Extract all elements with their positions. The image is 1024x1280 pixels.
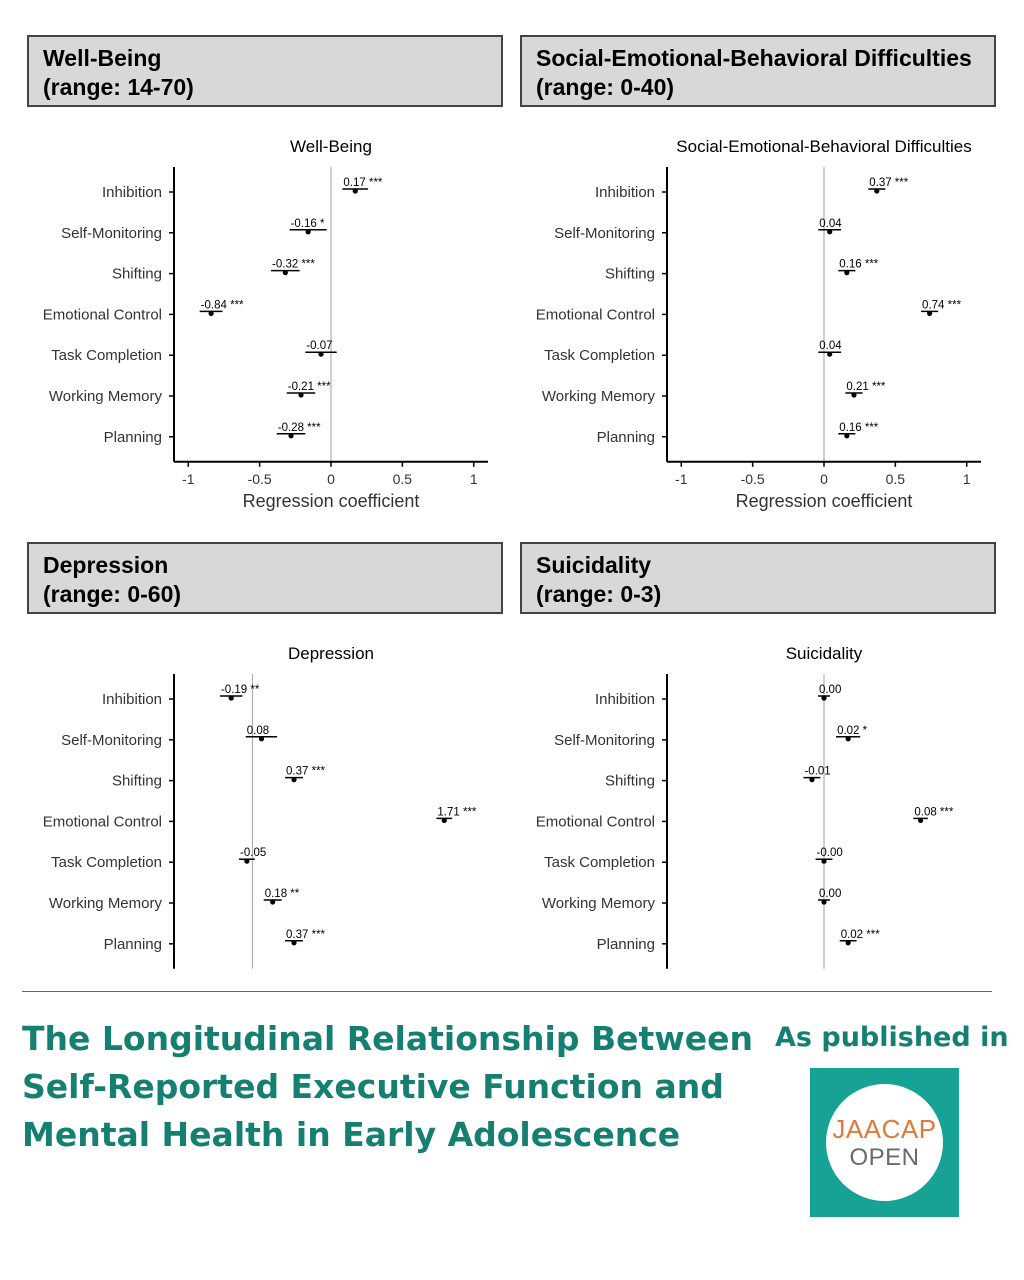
x-tick-label: 1 [469, 470, 478, 487]
data-point [298, 392, 303, 397]
article-title-line: Self-Reported Executive Function and [22, 1067, 724, 1106]
data-label: 0.08 *** [914, 806, 954, 819]
plot-title: Depression [288, 644, 374, 663]
data-label: -0.84 *** [200, 299, 244, 312]
data-label: 0.00 [818, 684, 842, 696]
data-label: 0.16 *** [839, 421, 879, 434]
x-tick-label: -1 [675, 470, 688, 487]
data-point [821, 899, 826, 904]
category-label: Self-Monitoring [61, 224, 162, 242]
category-label: Task Completion [51, 854, 162, 872]
data-point [821, 859, 826, 864]
panel-header-range: (range: 0-3) [536, 581, 662, 607]
data-point [353, 188, 358, 193]
x-tick-label: -0.5 [740, 470, 765, 487]
panel-header-suicidality [520, 542, 996, 614]
logo-text-jaacap: JAACAP [832, 1114, 937, 1144]
category-label: Inhibition [101, 691, 162, 708]
x-tick-label: 0 [327, 470, 335, 487]
data-label: 0.37 *** [286, 765, 326, 778]
category-label: Working Memory [541, 388, 655, 405]
category-label: Self-Monitoring [554, 731, 655, 749]
panel-header-sebd [520, 35, 996, 107]
category-label: Planning [103, 428, 162, 446]
data-point [442, 818, 447, 823]
x-tick-label: 1 [962, 470, 971, 487]
x-axis-label: Regression coefficient [242, 490, 420, 511]
category-label: Planning [596, 428, 655, 446]
logo-text-open: OPEN [849, 1144, 920, 1171]
data-label: 0.18 ** [264, 888, 300, 900]
data-point [259, 736, 264, 741]
data-label: -0.00 [816, 847, 843, 860]
data-label: 0.08 [246, 724, 270, 737]
data-label: -0.19 ** [220, 684, 260, 696]
panel-header-title: Social-Emotional-Behavioral Difficulties [536, 45, 972, 71]
category-label: Emotional Control [42, 306, 162, 324]
data-point [827, 229, 832, 234]
panel-header-title: Well-Being [43, 45, 162, 71]
data-label: 0.21 *** [846, 381, 886, 393]
data-label: 0.74 *** [922, 299, 962, 312]
data-label: 0.02 * [837, 724, 868, 737]
plot-title: Social-Emotional-Behavioral Difficulties [676, 137, 972, 156]
category-label: Shifting [604, 265, 655, 283]
x-tick-label: -0.5 [247, 470, 272, 487]
data-point [846, 940, 851, 945]
data-point [918, 818, 923, 823]
data-label: -0.32 *** [272, 258, 315, 271]
footer-divider [22, 991, 992, 992]
category-label: Planning [103, 935, 162, 953]
published-label: As published in [775, 1022, 1009, 1053]
data-point [318, 352, 323, 357]
category-label: Emotional Control [42, 813, 162, 831]
category-label: Task Completion [51, 347, 162, 365]
data-label: -0.05 [240, 847, 267, 860]
panel-header-title: Depression [43, 552, 169, 578]
data-point [291, 777, 296, 782]
data-label: 0.00 [818, 888, 842, 900]
data-point [288, 433, 293, 438]
data-point [844, 433, 849, 438]
logo-circle [826, 1084, 943, 1201]
data-label: 0.04 [819, 340, 842, 353]
data-label: -0.21 *** [287, 381, 331, 393]
category-label: Task Completion [544, 854, 655, 872]
plot-title: Suicidality [785, 644, 863, 663]
category-label: Shifting [604, 772, 655, 790]
data-label: -0.07 [306, 340, 333, 353]
category-label: Shifting [111, 265, 162, 283]
category-label: Task Completion [544, 347, 655, 365]
category-label: Working Memory [48, 388, 162, 405]
data-point [306, 229, 311, 234]
data-point [244, 859, 249, 864]
chart-suicidality [493, 632, 993, 972]
panel-header-range: (range: 0-40) [536, 74, 675, 100]
data-point [270, 899, 275, 904]
category-label: Self-Monitoring [554, 224, 655, 242]
data-point [844, 270, 849, 275]
category-label: Self-Monitoring [61, 731, 162, 749]
category-label: Planning [596, 935, 655, 953]
chart-well-being [0, 125, 500, 515]
data-label: 0.37 *** [286, 928, 326, 941]
data-point [283, 270, 288, 275]
category-label: Working Memory [541, 895, 655, 912]
x-tick-label: 0.5 [392, 470, 413, 487]
category-label: Inhibition [594, 691, 655, 708]
data-point [846, 736, 851, 741]
data-point [874, 188, 879, 193]
chart-sebd [493, 125, 993, 515]
panel-header-well-being [27, 35, 503, 107]
data-point [809, 777, 814, 782]
data-point [229, 695, 234, 700]
x-tick-label: 0 [820, 470, 828, 487]
article-title [22, 1015, 753, 1159]
data-label: -0.01 [804, 765, 831, 778]
category-label: Emotional Control [535, 813, 655, 831]
data-point [209, 311, 214, 316]
category-label: Emotional Control [535, 306, 655, 324]
article-title-line: Mental Health in Early Adolescence [22, 1115, 681, 1154]
panel-header-range: (range: 0-60) [43, 581, 182, 607]
x-tick-label: 0.5 [885, 470, 906, 487]
data-label: 0.16 *** [839, 258, 879, 271]
category-label: Inhibition [101, 184, 162, 201]
jaacap-open-logo [810, 1068, 959, 1217]
chart-depression [0, 632, 500, 972]
article-title-line: The Longitudinal Relationship Between [22, 1019, 753, 1058]
category-label: Inhibition [594, 184, 655, 201]
plot-title: Well-Being [290, 137, 372, 156]
data-label: 0.02 *** [840, 928, 880, 941]
panel-header-depression [27, 542, 503, 614]
data-point [291, 940, 296, 945]
data-point [827, 352, 832, 357]
data-label: 0.17 *** [343, 177, 383, 189]
data-label: 1.71 *** [437, 806, 477, 819]
x-axis-label: Regression coefficient [735, 490, 913, 511]
data-point [927, 311, 932, 316]
data-label: 0.04 [819, 217, 842, 230]
data-point [851, 392, 856, 397]
data-label: -0.16 * [290, 217, 325, 230]
panel-header-title: Suicidality [536, 552, 652, 578]
data-label: -0.28 *** [277, 421, 321, 434]
category-label: Working Memory [48, 895, 162, 912]
category-label: Shifting [111, 772, 162, 790]
panel-header-range: (range: 14-70) [43, 74, 194, 100]
x-tick-label: -1 [182, 470, 195, 487]
data-point [821, 695, 826, 700]
data-label: 0.37 *** [869, 177, 909, 189]
